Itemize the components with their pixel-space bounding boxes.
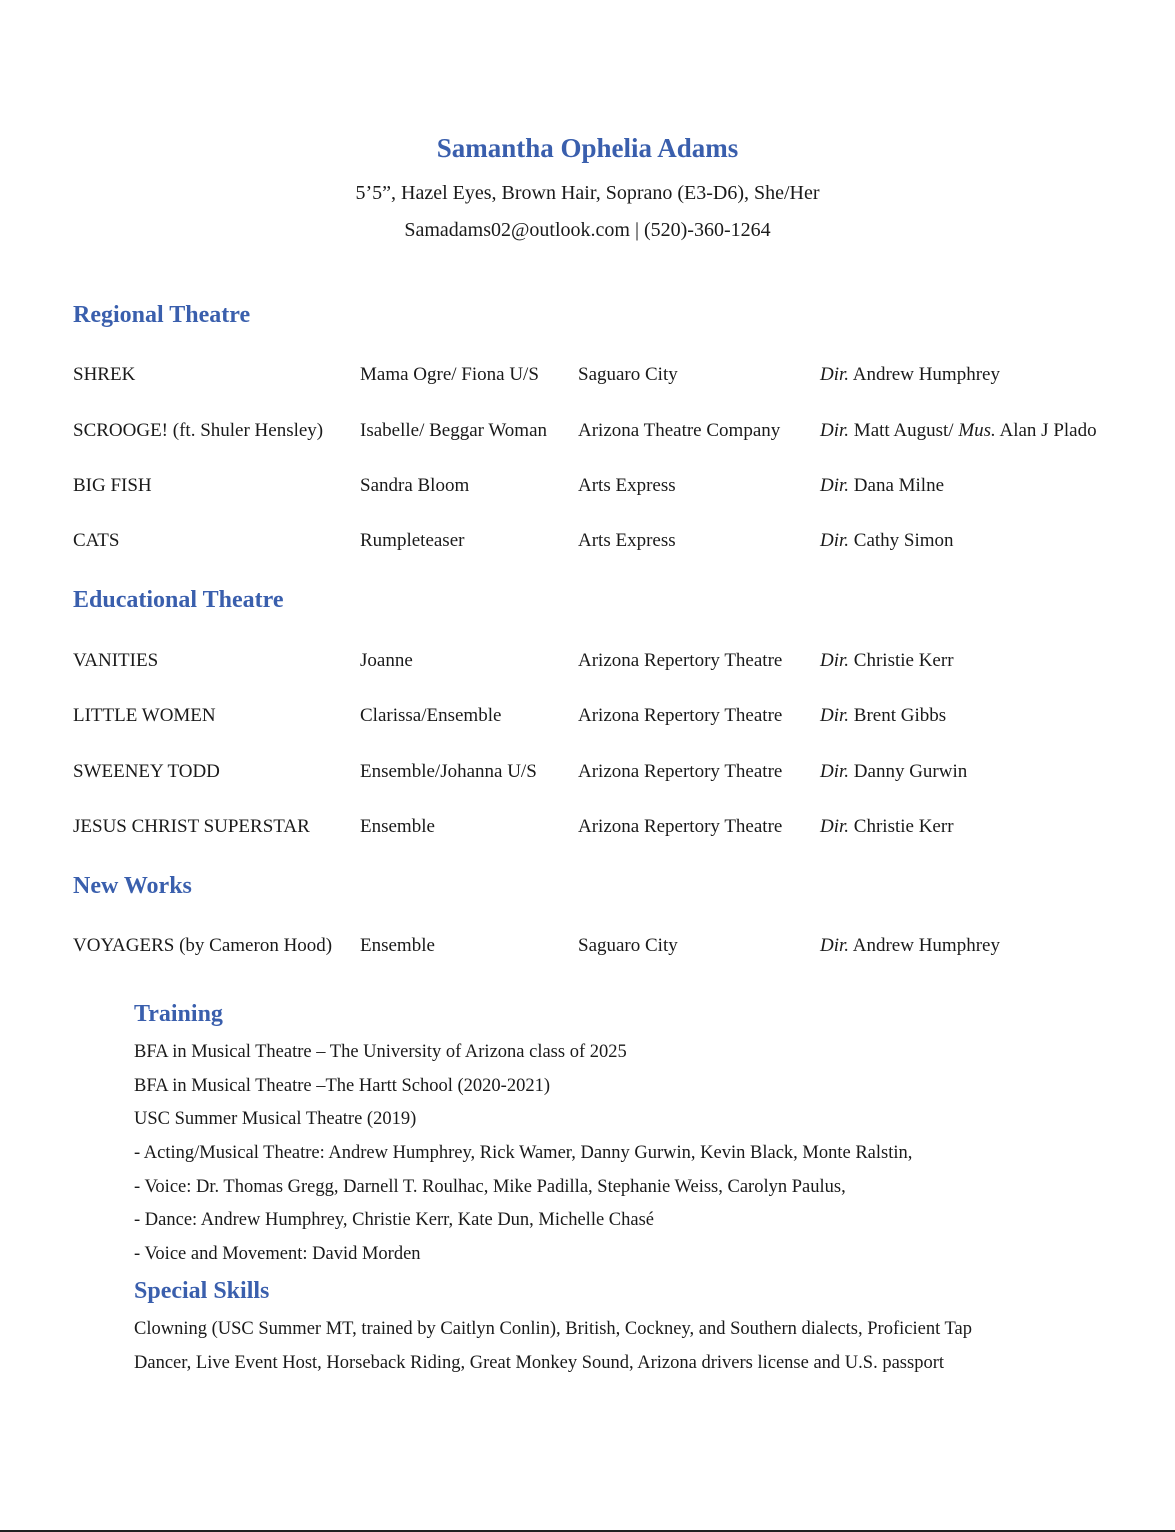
section-heading-new-works: New Works xyxy=(73,873,192,899)
training-line: BFA in Musical Theatre –The Hartt School (2020-2021) xyxy=(134,1076,551,1096)
section-heading-training: Training xyxy=(134,1001,223,1027)
venue: Saguaro City xyxy=(578,364,678,385)
show-title: SCROOGE! (ft. Shuler Hensley) xyxy=(73,420,324,441)
director xyxy=(820,933,1000,959)
director xyxy=(820,473,944,499)
training-line: USC Summer Musical Theatre (2019) xyxy=(134,1109,417,1129)
show-title: JESUS CHRIST SUPERSTAR xyxy=(73,816,310,837)
role: Ensemble/Johanna U/S xyxy=(360,761,537,782)
show-title: SHREK xyxy=(73,364,136,385)
dir-prefix: Dir. xyxy=(820,935,850,956)
dir-prefix: Dir. xyxy=(820,420,850,441)
dir-prefix: Dir. xyxy=(820,705,850,726)
dir-prefix: Dir. xyxy=(820,650,850,671)
director xyxy=(820,814,954,840)
director xyxy=(820,648,954,674)
show-title: SWEENEY TODD xyxy=(73,761,220,782)
show-title: LITTLE WOMEN xyxy=(73,705,216,726)
dir-name: Andrew Humphrey xyxy=(849,935,1000,956)
dir-name: Brent Gibbs xyxy=(849,705,947,726)
dir-name: Andrew Humphrey xyxy=(849,364,1000,385)
dir-name: Matt August/ xyxy=(849,420,959,441)
dir-prefix: Dir. xyxy=(820,475,850,496)
dir-name: Christie Kerr xyxy=(849,816,954,837)
show-title: VOYAGERS (by Cameron Hood) xyxy=(73,935,333,956)
role: Joanne xyxy=(360,650,413,671)
venue: Arizona Repertory Theatre xyxy=(578,816,783,837)
dir-name: Christie Kerr xyxy=(849,650,954,671)
role: Mama Ogre/ Fiona U/S xyxy=(360,364,539,385)
resume-name: Samantha Ophelia Adams xyxy=(436,133,739,163)
section-heading-regional: Regional Theatre xyxy=(73,302,251,328)
dir-name: Cathy Simon xyxy=(849,530,954,551)
venue: Arizona Repertory Theatre xyxy=(578,761,783,782)
dir-prefix: Dir. xyxy=(820,364,850,385)
training-line: - Voice: Dr. Thomas Gregg, Darnell T. Roulhac, Mike Padilla, Stephanie Weiss, Carolyn Paulus, xyxy=(134,1177,846,1197)
role: Clarissa/Ensemble xyxy=(360,705,502,726)
training-line: - Acting/Musical Theatre: Andrew Humphrey, Rick Wamer, Danny Gurwin, Kevin Black, Monte Ralstin, xyxy=(134,1143,913,1163)
role: Ensemble xyxy=(360,816,435,837)
director xyxy=(820,362,1000,388)
director xyxy=(820,418,1097,444)
mus-prefix: Mus. xyxy=(958,420,996,441)
director xyxy=(820,703,946,729)
mus-name: Alan J Plado xyxy=(995,420,1097,441)
contact-info: Samadams02@outlook.com | (520)-360-1264 xyxy=(404,219,771,241)
section-heading-educational: Educational Theatre xyxy=(73,587,284,613)
director xyxy=(820,759,967,785)
skills-line: Clowning (USC Summer MT, trained by Caitlyn Conlin), British, Cockney, and Southern dialects, Proficient Tap xyxy=(134,1319,972,1339)
venue: Arizona Repertory Theatre xyxy=(578,705,783,726)
dir-name: Dana Milne xyxy=(849,475,945,496)
venue: Arizona Theatre Company xyxy=(578,420,781,441)
dir-prefix: Dir. xyxy=(820,761,850,782)
show-title: VANITIES xyxy=(73,650,159,671)
skills-line: Dancer, Live Event Host, Horseback Riding, Great Monkey Sound, Arizona drivers license and U.S. passport xyxy=(134,1353,944,1373)
training-line: - Dance: Andrew Humphrey, Christie Kerr, Kate Dun, Michelle Chasé xyxy=(134,1210,655,1230)
section-heading-skills: Special Skills xyxy=(134,1278,270,1304)
training-line: BFA in Musical Theatre – The University of Arizona class of 2025 xyxy=(134,1042,627,1062)
dir-prefix: Dir. xyxy=(820,530,850,551)
show-title: BIG FISH xyxy=(73,475,152,496)
venue: Arts Express xyxy=(578,530,676,551)
role: Isabelle/ Beggar Woman xyxy=(360,420,548,441)
role: Sandra Bloom xyxy=(360,475,470,496)
role: Ensemble xyxy=(360,935,435,956)
venue: Arizona Repertory Theatre xyxy=(578,650,783,671)
show-title: CATS xyxy=(73,530,120,551)
dir-name: Danny Gurwin xyxy=(849,761,968,782)
personal-stats: 5’5”, Hazel Eyes, Brown Hair, Soprano (E3-D6), She/Her xyxy=(355,182,820,204)
dir-prefix: Dir. xyxy=(820,816,850,837)
training-line: - Voice and Movement: David Morden xyxy=(134,1244,421,1264)
venue: Arts Express xyxy=(578,475,676,496)
role: Rumpleteaser xyxy=(360,530,465,551)
venue: Saguaro City xyxy=(578,935,678,956)
director xyxy=(820,528,954,554)
